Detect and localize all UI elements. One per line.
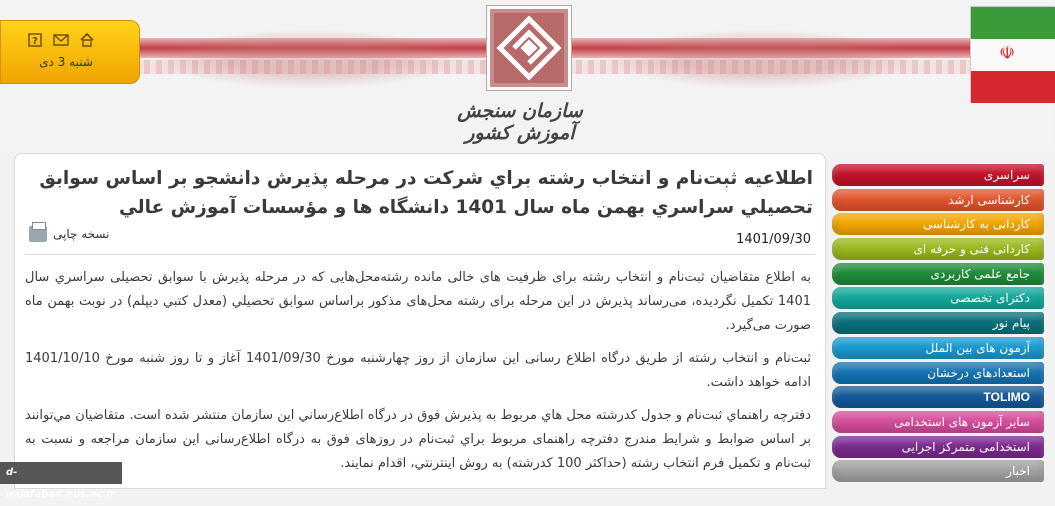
exam-menu bbox=[832, 164, 1044, 485]
iran-flag bbox=[970, 6, 1054, 102]
divider bbox=[25, 254, 815, 255]
print-label: نسخه چاپی bbox=[53, 227, 110, 241]
emblem-icon: ☫ bbox=[999, 43, 1016, 64]
home-icon[interactable] bbox=[79, 33, 95, 47]
menu-item[interactable]: TOLIMO bbox=[832, 386, 1044, 408]
menu-item[interactable]: استعدادهای درخشان bbox=[832, 362, 1044, 384]
paragraph: دفترچه راهنماي ثبت‌نام و جدول كدرشته محل هاي مربوط به پذيرش فوق در درگاه اطلاع‌رساني اين سازمان منتشر شده است. متقاضيان مي‌توانند بر اساس ضوابط و شرایط مندرج دفترچه راهنمای مربوط براي ثبت‌نام در روزهای فوق به درگاه اطلاع‌رسانی این سازمان مراجعه و نسبت به ثبت‌نام و تكميل فرم انتخاب رشته (حداكثر 100 كدرشته) به روش اينترنتي، اقدام نمايند. bbox=[25, 408, 811, 471]
menu-item[interactable]: آزمون های بین الملل bbox=[832, 337, 1044, 359]
paragraph: به اطلاع متقاضیان ثبت‌نام و انتخاب رشته برای ظرفیت های خالی مانده رشته‌محل‌هایی که در مرحله پذیرش با سوابق تحصیلی سراسري سال 1401 تکمیل نگردیده، می‌رساند پذیرش در این مرحله برای رشته محل‌های مذکور براساس سوابق تحصيلي (معدل كتبي ديپلم) در نوبت بهمن ماه صورت می‌گیرد. bbox=[25, 270, 811, 333]
menu-item[interactable]: اخبار bbox=[832, 460, 1044, 482]
header-ornament-right bbox=[580, 24, 940, 94]
org-logo[interactable] bbox=[487, 6, 571, 90]
article-title: اطلاعيه ثبت‌نام و انتخاب رشته براي شركت در مرحله پذيرش دانشجو بر اساس سوابق تحصيلي سراسري بهمن ماه سال 1401 دانشگاه ها و مؤسسات آموزش عالي bbox=[39, 168, 813, 218]
date-box bbox=[0, 20, 140, 84]
org-name: سازمان سنجش آموزش کشور bbox=[457, 100, 583, 144]
svg-text:?: ? bbox=[32, 36, 38, 47]
menu-item[interactable]: دکترای تخصصی bbox=[832, 287, 1044, 309]
menu-item[interactable]: جامع علمی کاربردی bbox=[832, 263, 1044, 285]
menu-item[interactable]: کاردانی فنی و حرفه ای bbox=[832, 238, 1044, 260]
header-ornament-left bbox=[130, 24, 490, 94]
menu-item[interactable]: سراسری bbox=[832, 164, 1044, 186]
printer-icon bbox=[29, 226, 47, 242]
help-icon[interactable] bbox=[27, 33, 43, 47]
watermark: d-najafabad.nus.ac.ir bbox=[0, 462, 122, 484]
article-panel bbox=[14, 153, 826, 489]
print-button[interactable] bbox=[29, 226, 109, 242]
menu-item[interactable]: کاردانی به کارشناسی bbox=[832, 213, 1044, 235]
current-date: شنبه 3 دی bbox=[39, 55, 93, 69]
menu-item[interactable]: کارشناسی ارشد bbox=[832, 189, 1044, 211]
paragraph: ثبت‌نام و انتخاب رشته از طریق درگاه اطلاع رسانی این سازمان از روز چهارشنبه مورخ 1401/09/30 آغاز و تا روز شنبه مورخ 1401/10/10 ادامه خواهد داشت. bbox=[25, 351, 811, 390]
menu-item[interactable]: سایر آزمون های استخدامی bbox=[832, 411, 1044, 433]
article-date: 1401/09/30 bbox=[736, 232, 811, 247]
menu-item[interactable]: پیام نور bbox=[832, 312, 1044, 334]
mail-icon[interactable] bbox=[53, 33, 69, 47]
article-body bbox=[25, 266, 811, 485]
site-header bbox=[0, 0, 1054, 150]
menu-item[interactable]: استخدامی متمرکز اجرایی bbox=[832, 436, 1044, 458]
